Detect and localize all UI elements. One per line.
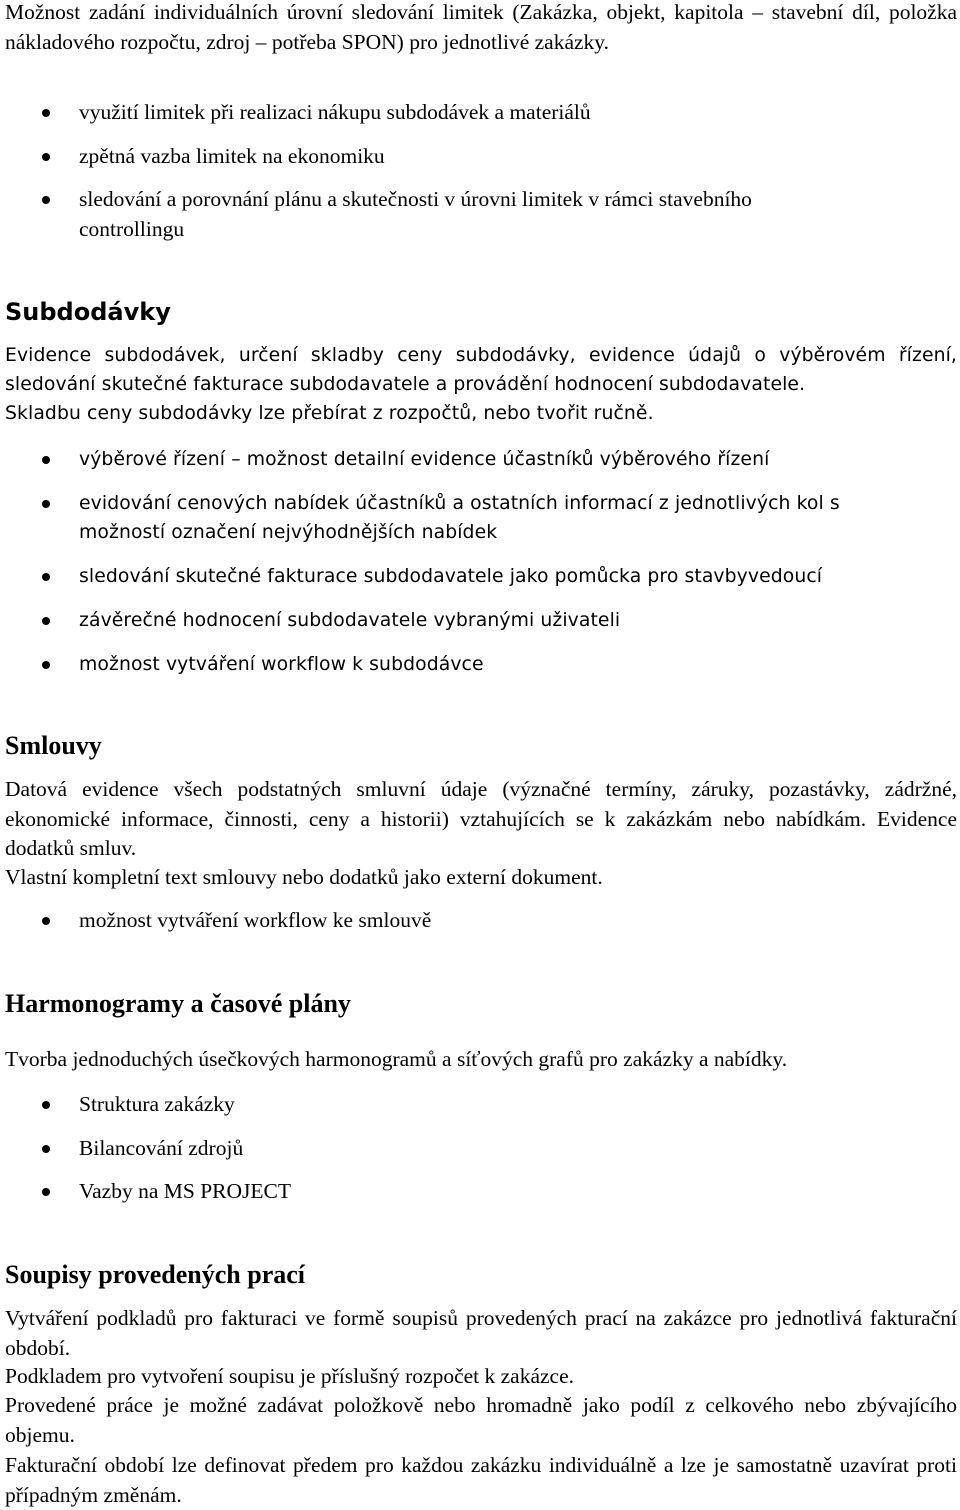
soupisy-paragraph-4: Fakturační období lze definovat předem pro každou zakázku individuálně a lze je samostatně uzavírat proti případným změnám. <box>5 1453 957 1507</box>
list-item <box>0 906 960 936</box>
soupisy-paragraph-1: Vytváření podkladů pro fakturaci ve formě soupisů provedených prací na zakázce pro jednotlivá fakturační období. <box>5 1306 957 1360</box>
subdodavky-bullet-list <box>0 445 960 679</box>
list-item-text: Bilancování zdrojů <box>79 1135 244 1160</box>
section-heading-smlouvy: Smlouvy <box>5 731 102 760</box>
list-item <box>0 606 960 635</box>
list-item-text: Struktura zakázky <box>79 1092 235 1116</box>
intro-paragraph: Možnost zadání individuálních úrovní sledování limitek (Zakázka, objekt, kapitola – stavební díl, položka nákladového rozpočtu, zdroj – potřeba SPON) pro jednotlivé zakázky. <box>5 0 957 54</box>
soupisy-paragraph-2: Podkladem pro vytvoření soupisu je příslušný rozpočet k zakázce. <box>5 1364 575 1388</box>
list-item <box>0 650 960 679</box>
section-heading-subdodavky: Subdodávky <box>5 298 171 326</box>
list-item <box>0 142 960 172</box>
limitky-bullet-list <box>0 98 960 244</box>
smlouvy-paragraph: Datová evidence všech podstatných smluvní údaje (význačné termíny, záruky, pozastávky, zádržné, ekonomické informace, činnosti, ceny a historii) vztahujících se k zakázkám nebo nabídkám. Evidence dodatků smluv. <box>5 777 957 860</box>
section-heading-harmonogramy: Harmonogramy a časové plány <box>5 989 351 1018</box>
bullet-icon <box>42 196 50 204</box>
list-item-text: evidování cenových nabídek účastníků a ostatních informací z jednotlivých kol s možností označení nejvýhodnějších nabídek <box>79 493 840 543</box>
bullet-icon <box>42 617 50 625</box>
list-item-text: Vazby na MS PROJECT <box>79 1179 292 1203</box>
bullet-icon <box>42 1101 50 1109</box>
list-item-text: možnost vytváření workflow ke smlouvě <box>79 908 432 932</box>
list-item <box>0 1134 960 1164</box>
list-item <box>0 489 960 547</box>
section-heading-soupisy: Soupisy provedených prací <box>5 1260 306 1289</box>
harmonogramy-paragraph: Tvorba jednoduchých úsečkových harmonogramů a síťových grafů pro zakázky a nabídky. <box>5 1047 788 1071</box>
list-item-text: využití limitek při realizaci nákupu subdodávek a materiálů <box>79 100 591 124</box>
smlouvy-paragraph-2: Vlastní kompletní text smlouvy nebo dodatků jako externí dokument. <box>5 865 603 889</box>
bullet-icon <box>42 1188 50 1196</box>
list-item <box>0 445 960 474</box>
list-item-text: závěrečné hodnocení subdodavatele vybranými uživateli <box>79 610 621 631</box>
list-item <box>0 562 960 591</box>
bullet-icon <box>42 456 50 464</box>
list-item <box>0 98 960 128</box>
list-item <box>0 185 960 244</box>
smlouvy-bullet-list <box>0 906 960 936</box>
bullet-icon <box>42 917 50 925</box>
list-item-text: sledování a porovnání plánu a skutečnosti v úrovni limitek v rámci stavebního controllingu <box>79 187 752 241</box>
subdodavky-paragraph-2: Skladbu ceny subdodávky lze přebírat z rozpočtů, nebo tvořit ručně. <box>5 403 654 424</box>
harmonogramy-bullet-list <box>0 1090 960 1207</box>
bullet-icon <box>42 573 50 581</box>
list-item <box>0 1177 960 1207</box>
list-item-text: možnost vytváření workflow k subdodávce <box>79 654 484 675</box>
list-item-text: výběrové řízení – možnost detailní evidence účastníků výběrového řízení <box>79 449 770 470</box>
bullet-icon <box>42 109 50 117</box>
soupisy-paragraph-3: Provedené práce je možné zadávat položkově nebo hromadně jako podíl z celkového nebo zbývajícího objemu. <box>5 1393 957 1447</box>
list-item-text: sledování skutečné fakturace subdodavatele jako pomůcka pro stavbyvedoucí <box>79 566 823 587</box>
subdodavky-paragraph: Evidence subdodávek, určení skladby ceny subdodávky, evidence údajů o výběrovém řízení, sledování skutečné fakturace subdodavatele a provádění hodnocení subdodavatele. <box>5 345 957 395</box>
bullet-icon <box>42 661 50 669</box>
list-item-text: zpětná vazba limitek na ekonomiku <box>79 143 385 168</box>
bullet-icon <box>42 153 50 161</box>
bullet-icon <box>42 500 50 508</box>
list-item <box>0 1090 960 1120</box>
bullet-icon <box>42 1145 50 1153</box>
